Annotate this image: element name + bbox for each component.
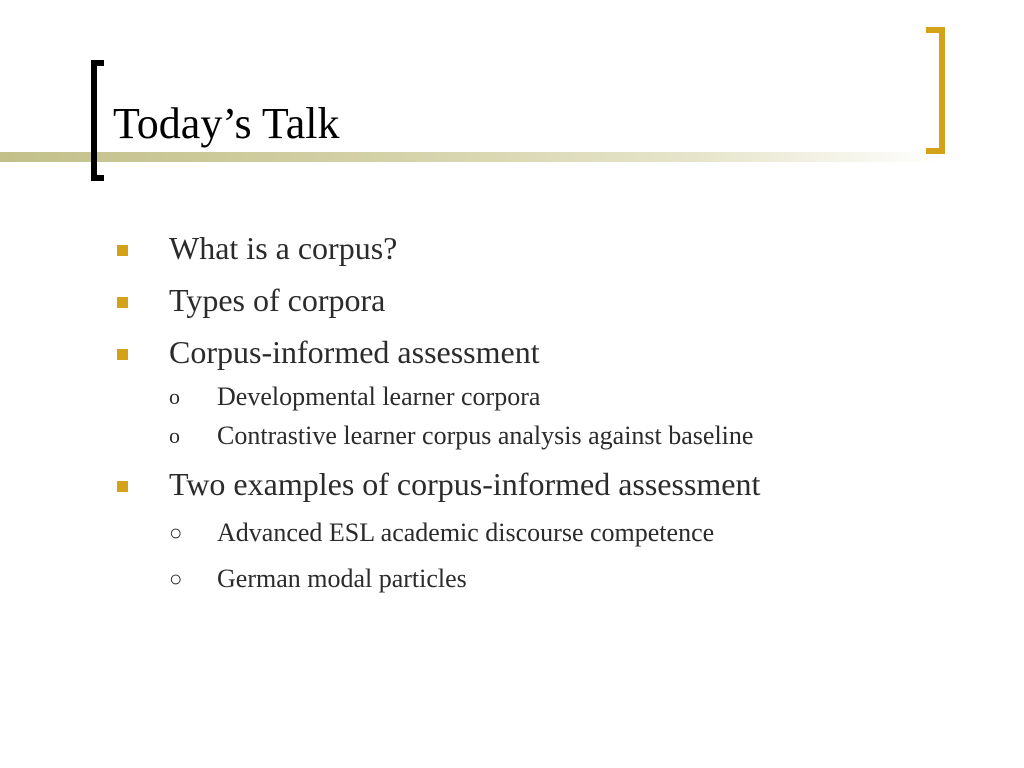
sub-bullet-item (117, 378, 957, 417)
sub-bullet-text: Advanced ESL academic discourse competence (217, 518, 715, 547)
title-underline-rule (0, 152, 945, 162)
square-bullet-icon (117, 349, 128, 360)
square-bullet-icon (117, 245, 128, 256)
bullet-text: Types of corpora (169, 282, 386, 318)
sub-bullet-text: German modal particles (217, 564, 467, 593)
sub-bullet-item (117, 514, 957, 560)
sub-bullet-marker: o (169, 423, 180, 448)
sub-bullet-item (117, 417, 957, 456)
bullet-text: Corpus-informed assessment (169, 334, 540, 370)
bullet-item (117, 330, 957, 378)
sub-bullet-marker: ○ (169, 520, 183, 545)
bullet-item (117, 226, 957, 278)
bullet-item (117, 462, 957, 514)
sub-bullet-item (117, 560, 957, 606)
bullet-list (117, 226, 957, 606)
right-bracket-decoration (926, 27, 945, 154)
square-bullet-icon (117, 481, 128, 492)
slide-title: Today’s Talk (113, 99, 340, 148)
sub-bullet-text: Developmental learner corpora (217, 382, 541, 411)
left-bracket-decoration (91, 60, 104, 181)
bullet-text: What is a corpus? (169, 230, 398, 266)
sub-bullet-text: Contrastive learner corpus analysis against baseline (217, 421, 754, 450)
sub-bullet-marker: ○ (169, 566, 183, 591)
bullet-text: Two examples of corpus-informed assessment (169, 466, 761, 502)
sub-bullet-marker: o (169, 384, 180, 409)
bullet-item (117, 278, 957, 330)
square-bullet-icon (117, 297, 128, 308)
